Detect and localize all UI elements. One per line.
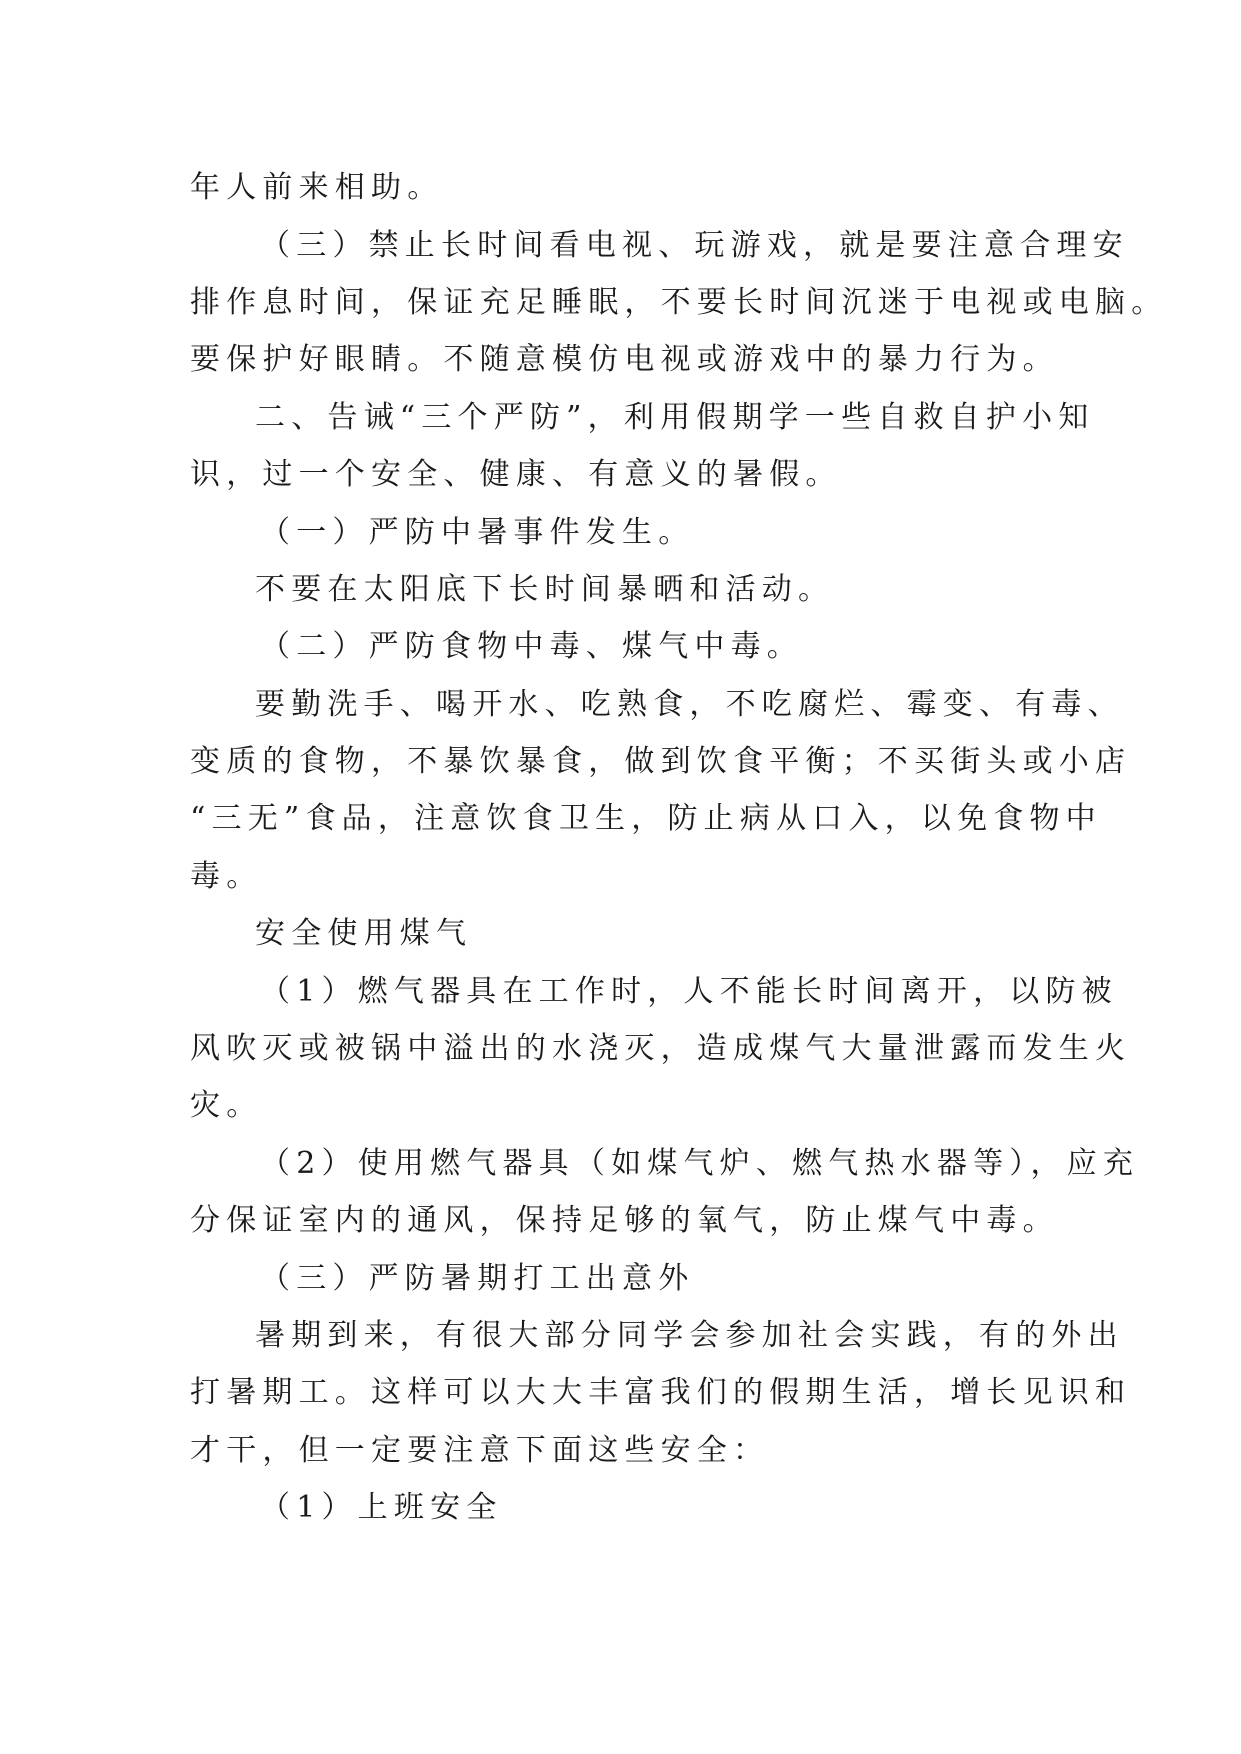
text-line: “三无”食品，注意饮食卫生，防止病从口入，以免食物中 bbox=[190, 801, 1102, 836]
text-line: 分保证室内的通风，保持足够的氧气，防止煤气中毒。 bbox=[190, 1203, 1059, 1238]
text-line: 要保护好眼睛。不随意模仿电视或游戏中的暴力行为。 bbox=[190, 342, 1059, 377]
text-line: （1）上班安全 bbox=[260, 1490, 503, 1525]
text-line: 二、告诫“三个严防”，利用假期学一些自救自护小知 bbox=[255, 400, 1095, 435]
text-line: 安全使用煤气 bbox=[255, 916, 473, 951]
text-line: （一）严防中暑事件发生。 bbox=[260, 515, 695, 550]
text-line: 识，过一个安全、健康、有意义的暑假。 bbox=[190, 457, 842, 492]
text-line: （1）燃气器具在工作时，人不能长时间离开，以防被 bbox=[260, 974, 1118, 1009]
text-line: 暑期到来，有很大部分同学会参加社会实践，有的外出 bbox=[255, 1318, 1124, 1353]
text-line: 才干，但一定要注意下面这些安全： bbox=[190, 1433, 770, 1468]
text-line: （2）使用燃气器具（如煤气炉、燃气热水器等），应充 bbox=[260, 1146, 1140, 1181]
text-line: 变质的食物，不暴饮暴食，做到饮食平衡；不买街头或小店 bbox=[190, 744, 1132, 779]
text-line: 排作息时间，保证充足睡眠，不要长时间沉迷于电视或电脑。 bbox=[190, 285, 1168, 320]
text-line: （三）禁止长时间看电视、玩游戏，就是要注意合理安 bbox=[260, 228, 1129, 263]
text-line: 不要在太阳底下长时间暴晒和活动。 bbox=[255, 572, 835, 607]
text-line: 年人前来相助。 bbox=[190, 170, 444, 205]
text-line: 打暑期工。这样可以大大丰富我们的假期生活，增长见识和 bbox=[190, 1375, 1132, 1410]
text-line: 风吹灭或被锅中溢出的水浇灭，造成煤气大量泄露而发生火 bbox=[190, 1031, 1132, 1066]
text-line: （三）严防暑期打工出意外 bbox=[260, 1261, 695, 1296]
text-line: 要勤洗手、喝开水、吃熟食，不吃腐烂、霉变、有毒、 bbox=[255, 687, 1124, 722]
text-line: 灾。 bbox=[190, 1088, 263, 1123]
text-line: 毒。 bbox=[190, 859, 263, 894]
text-line: （二）严防食物中毒、煤气中毒。 bbox=[260, 629, 803, 664]
